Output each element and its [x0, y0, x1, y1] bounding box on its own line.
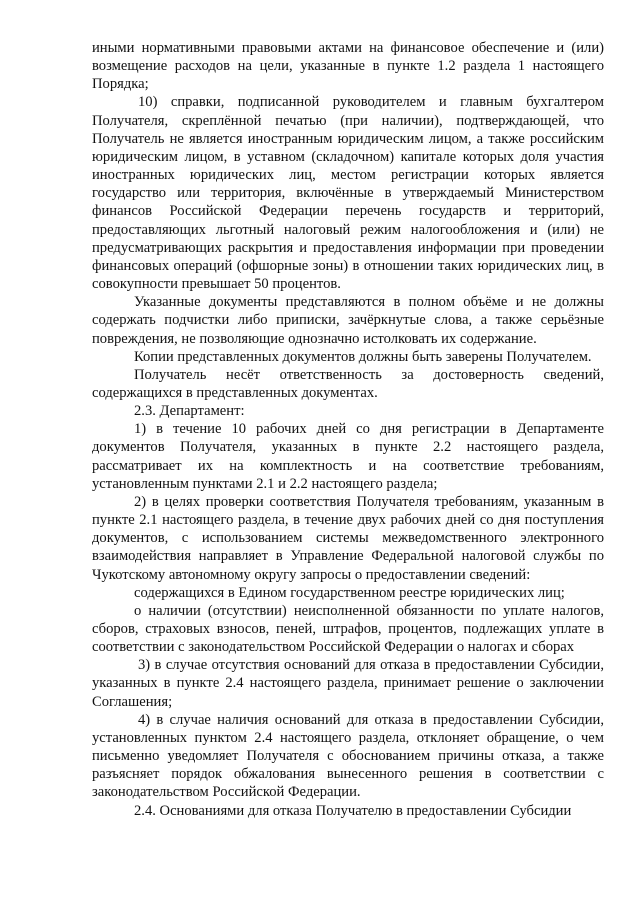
- paragraph-item-10: 10) справки, подписанной руководителем и главным бухгалтером Получателя, скреплённой печатью (при наличии), подтверждающей, что Получатель не является иностранным юридическим лицом, а также российским юридическим лицом, в уставном (складочном) капитале которых доля участия иностранных юридических лиц, местом регистрации которых является государство или территория, включённые в утверждаемый Министерством финансов Российской Федерации перечень государств и территорий, предоставляющих льготный налоговый режим налогообложения и (или) не предусматривающих раскрытия и предоставления информации при проведении финансовых операций (офшорные зоны) в отношении таких юридических лиц, в совокупности превышает 50 процентов.: [92, 94, 604, 293]
- paragraph-tax-obligations: о наличии (отсутствии) неисполненной обязанности по уплате налогов, сборов, страховых взносов, пеней, штрафов, процентов, подлежащих уплате в соответствии с законодательством Российской Федерации о налогах и сборах: [92, 602, 604, 656]
- paragraph-documents-requirements: Указанные документы представляются в полном объёме и не должны содержать подчистки либо приписки, зачёркнутые слова, а также серьёзные повреждения, не позволяющие однозначно истолковать их содержание.: [92, 294, 604, 347]
- section-heading-2-3: 2.3. Департамент:: [134, 403, 245, 420]
- paragraph-item-2: 2) в целях проверки соответствия Получателя требованиям, указанным в пункте 2.1 настоящего раздела, в течение двух рабочих дней со дня поступления документов, с использованием системы межведомственного электронного взаимодействия направляет в Управление Федеральной налоговой службы по Чукотскому автономному округу запросы о предоставлении сведений:: [92, 493, 604, 583]
- paragraph-item-3: 3) в случае отсутствия оснований для отказа в предоставлении Субсидии, указанных в пункте 2.4 настоящего раздела, принимает решение о заключении Соглашения;: [92, 657, 604, 710]
- paragraph-copies: Копии представленных документов должны быть заверены Получателем.: [134, 348, 592, 365]
- paragraph-egrul: содержащихся в Едином государственном реестре юридических лиц;: [134, 584, 565, 601]
- document-page: [92, 39, 604, 820]
- section-heading-2-4: 2.4. Основаниями для отказа Получателю в предоставлении Субсидии: [134, 802, 572, 819]
- paragraph-item-1: 1) в течение 10 рабочих дней со дня регистрации в Департаменте документов Получателя, указанных в пункте 2.2 настоящего раздела, рассматривает их на комплектность и на соответствие требованиям, установленным пунктами 2.1 и 2.2 настоящего раздела;: [92, 421, 604, 492]
- paragraph-continuation: иными нормативными правовыми актами на финансовое обеспечение и (или) возмещение расходов на цели, указанные в пункте 1.2 раздела 1 настоящего Порядка;: [92, 40, 604, 93]
- paragraph-responsibility: Получатель несёт ответственность за достоверность сведений, содержащихся в представленных документах.: [92, 366, 604, 401]
- paragraph-item-4: 4) в случае наличия оснований для отказа в предоставлении Субсидии, установленных пунктом 2.4 настоящего раздела, отклоняет обращение, о чем письменно уведомляет Получателя с обоснованием причины отказа, а также разъясняет порядок обжалования вынесенного решения в соответствии с законодательством Российской Федерации.: [92, 711, 604, 801]
